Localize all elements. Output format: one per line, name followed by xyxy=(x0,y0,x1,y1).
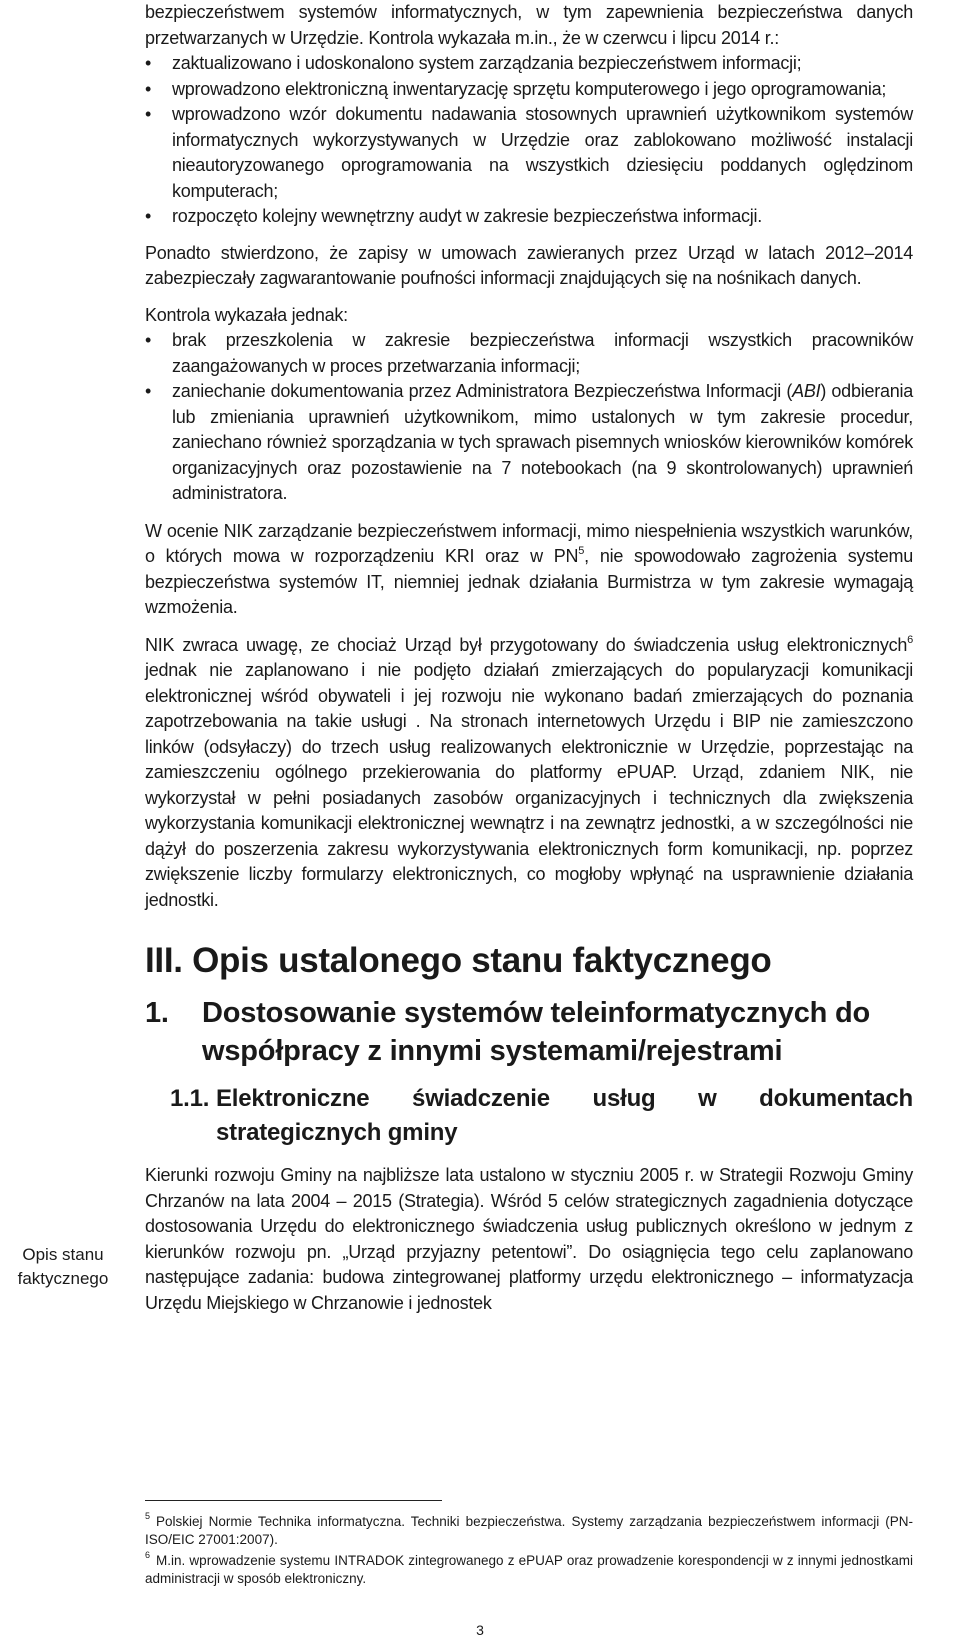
section-heading-main: III. Opis ustalonego stanu faktycznego xyxy=(145,941,772,980)
paragraph-nik: NIK zwraca uwagę, ze chociaż Urząd był przygotowany do świadczenia usług elektronicznych$^6$ jednak nie zaplanowano i nie podjęto działań zmierzających do popularyzacji komunikacji elektronicznej wśród obywateli i jej rozwoju nie wykonano badań zmierzających do poznania zapotrzebowania na takie usługi . Na stronach internetowych Urzędu i BIP nie zamieszczono linków (odsyłaczy) do trzech usług realizowanych elektronicznie w Urzędzie, poprzestając na zamieszczeniu ogólnego przekierowania do platformy ePUAP. Urząd, zdaniem NIK, nie wykorzystał w pełni posiadanych zasobów organizacyjnych i technicznych dla zwiększenia wykorzystania komunikacji elektronicznej wewnątrz i na zewnątrz jednostki, a w szczególności nie dążył do poszerzenia zakresu wykorzystywania elektronicznych form komunikacji, np. poprzez zwiększenie liczby formularzy elektronicznych, co mogłoby wpłynąć na usprawnienie działania jednostki. xyxy=(145,633,913,910)
list-item: • rozpoczęto kolejny wewnętrzny audyt w zakresie bezpieczeństwa informacji. xyxy=(145,204,913,230)
bullet-icon: • xyxy=(145,53,152,73)
margin-note: Opis stanu faktycznego xyxy=(17,1245,109,1288)
section-heading-1-1: 1.1. Elektroniczne świadczenie usług w dokumentach strategicznych gminy xyxy=(170,1085,913,1146)
bullet-list-actions xyxy=(145,51,913,230)
section-heading-1: 1. Dostosowanie systemów teleinformatycznych do współpracy z innymi systemami/rejestrami xyxy=(145,997,871,1067)
list-item: • wprowadzono wzór dokumentu nadawania stosownych uprawnień użytkownikom systemów informatycznych wykorzystywanych w Urzędzie oraz zablokowano możliwość instalacji nieautoryzowanego oprogramowania na wszystkich dziesięciu poddanych oględzinom komputerach; xyxy=(145,104,913,201)
bullet-icon: • xyxy=(145,381,152,401)
bullet-icon: • xyxy=(145,330,152,350)
bullet-icon: • xyxy=(145,78,152,99)
footnote-ref-6[interactable]: 6 xyxy=(907,633,913,646)
document-body xyxy=(145,0,913,1316)
paragraph-kierunki: Kierunki rozwoju Gminy na najbliższe lata ustalono w styczniu 2005 r. w Strategii Rozwoju Gminy Chrzanów na lata 2004 – 2015 (Strategia). Wśród 5 celów strategicznych zagadnienia dotyczące dostosowania Urzędu do elektronicznego świadczenia usług publicznych określono w jednym z kierunków rozwoju pn. „Urząd przyjazny petentowi”. Do osiągnięcia tego celu zaplanowano następujące zadania: budowa zintegrowanej platformy urzędu elektronicznego – informatyzacja Urzędu Miejskiego w Chrzanowie i jednostek xyxy=(145,1165,913,1313)
footnote-5: $^5$ Polskiej Normie Technika informatyczna. Techniki bezpieczeństwa. Systemy zarządzania bezpieczeństwem informacji (PN-ISO/EIC 27001:2007). xyxy=(145,1510,913,1547)
footnote-divider xyxy=(145,1500,442,1501)
bullet-list-findings xyxy=(145,328,913,507)
footnote-6: $^6$ M.in. wprowadzenie systemu INTRADOK zintegrowanego z ePUAP oraz prowadzenie korespondencji w z innymi jednostkami administracji w sposób elektroniczny. xyxy=(145,1549,913,1586)
abi-abbreviation: ABI xyxy=(792,381,821,401)
bullet-icon: • xyxy=(145,206,152,226)
paragraph-ponadto: Ponadto stwierdzono, że zapisy w umowach zawieranych przez Urząd w latach 2012–2014 zabezpieczały zagwarantowanie poufności informacji znajdujących się na nośnikach danych. xyxy=(145,242,913,288)
paragraph-kontrola-intro: Kontrola wykazała jednak: xyxy=(145,304,348,325)
paragraph-ocena: W ocenie NIK zarządzanie bezpieczeństwem informacji, mimo niespełnienia wszystkich warunków, o których mowa w rozporządzeniu KRI oraz w $PN^5$, nie spowodowało zagrożenia systemu bezpieczeństwa systemów IT, niemniej jednak działania Burmistrza w tym zakresie wymagają wzmożenia. xyxy=(145,520,913,617)
page-number: 3 xyxy=(476,1622,484,1638)
list-item: • brak przeszkolenia w zakresie bezpieczeństwa informacji wszystkich pracowników zaangażowanych w proces przetwarzania informacji; xyxy=(145,330,913,376)
list-item: • zaniechanie dokumentowania przez Administratora Bezpieczeństwa Informacji (ABI) odbierania lub zmieniania uprawnień użytkownikom, mimo ustalonych w tym zakresie procedur, zaniechano również sporządzania w tych sprawach pisemnych wniosków kierowników komórek organizacyjnych oraz pozostawienie na 7 notebookach (na 9 skontrolowanych) uprawnień administratora. xyxy=(145,381,913,503)
footnote-ref-5[interactable]: 5 xyxy=(578,545,585,557)
paragraph-intro: bezpieczeństwem systemów informatycznych, w tym zapewnienia bezpieczeństwa danych przetwarzanych w Urzędzie. Kontrola wykazała m.in., że w czerwcu i lipcu 2014 r.: xyxy=(145,2,913,48)
footnotes xyxy=(145,1510,913,1591)
list-item: • wprowadzono elektroniczną inwentaryzację sprzętu komputerowego i jego oprogramowania; xyxy=(145,77,913,103)
bullet-icon: • xyxy=(145,104,152,124)
list-item: • zaktualizowano i udoskonalono system zarządzania bezpieczeństwem informacji; xyxy=(145,51,913,77)
